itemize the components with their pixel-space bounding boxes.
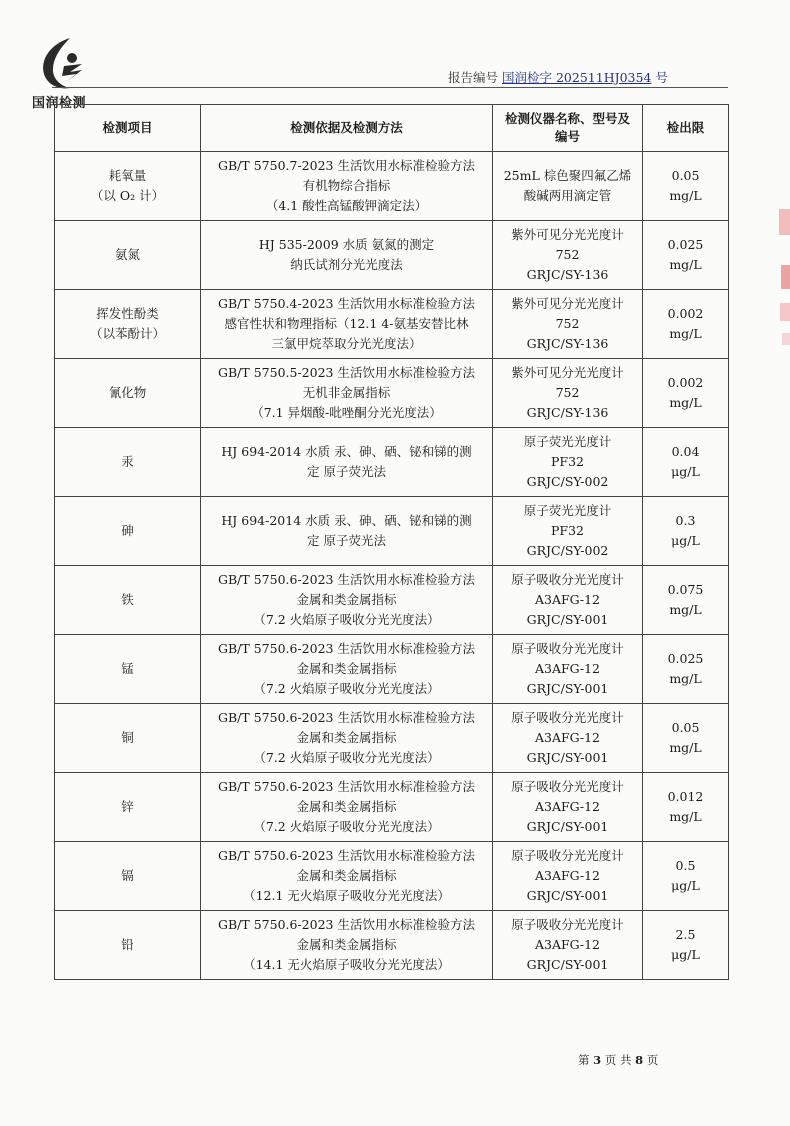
item-cell: [55, 152, 201, 221]
table-row: [55, 635, 729, 704]
cell-line: A3AFG-12: [534, 661, 601, 676]
table-row: [55, 911, 729, 980]
table-row: [55, 290, 729, 359]
cell-line: 0.002: [667, 375, 704, 390]
cell-line: 0.002: [667, 306, 704, 321]
limit-cell: [643, 635, 729, 704]
table-row: [55, 497, 729, 566]
cell-line: GRJC/SY-136: [526, 336, 609, 351]
instrument-cell: [493, 359, 643, 428]
item-cell: [55, 635, 201, 704]
cell-line: 752: [555, 316, 580, 331]
cell-line: GRJC/SY-136: [526, 405, 609, 420]
header-cell-limit: [643, 105, 729, 152]
method-cell: [201, 221, 493, 290]
cell-line: 金属和类金属指标: [296, 868, 397, 883]
cell-line: 0.04: [671, 444, 700, 459]
cell-line: A3AFG-12: [534, 799, 601, 814]
cell-line: A3AFG-12: [534, 730, 601, 745]
method-cell: [201, 359, 493, 428]
instrument-cell: [493, 773, 643, 842]
cell-line: HJ 535-2009 水质 氨氮的测定: [258, 237, 435, 252]
limit-cell: [643, 497, 729, 566]
cell-line: 检测依据及检测方法: [290, 120, 403, 135]
report-number-suffix: 号: [655, 70, 668, 85]
limit-cell: [643, 704, 729, 773]
cell-line: （14.1 无火焰原子吸收分光光度法）: [243, 957, 450, 972]
cell-line: mg/L: [669, 671, 702, 686]
cell-line: 锰: [121, 661, 134, 676]
cell-line: GRJC/SY-001: [526, 957, 609, 972]
cell-line: 铜: [121, 730, 134, 745]
limit-cell: [643, 359, 729, 428]
cell-line: GRJC/SY-001: [526, 612, 609, 627]
cell-line: 原子吸收分光光度计: [511, 779, 624, 794]
cell-line: 铁: [121, 592, 134, 607]
cell-line: mg/L: [669, 740, 702, 755]
method-cell: [201, 428, 493, 497]
cell-line: 编号: [554, 129, 580, 144]
cell-line: （7.2 火焰原子吸收分光光度法）: [253, 819, 440, 834]
cell-line: 原子吸收分光光度计: [511, 710, 624, 725]
page-middle: 页 共: [604, 1053, 632, 1067]
table-row: [55, 359, 729, 428]
instrument-cell: [493, 911, 643, 980]
cell-line: 0.025: [667, 237, 704, 252]
method-cell: [201, 842, 493, 911]
test-methods-table: [54, 104, 729, 980]
page-total: 8: [635, 1053, 644, 1067]
instrument-cell: [493, 497, 643, 566]
cell-line: A3AFG-12: [534, 592, 601, 607]
cell-line: 检测仪器名称、型号及: [504, 111, 630, 126]
cell-line: GB/T 5750.5-2023 生活饮用水标准检验方法: [218, 365, 475, 380]
limit-cell: [643, 566, 729, 635]
cell-line: μg/L: [671, 533, 700, 548]
cell-line: GB/T 5750.6-2023 生活饮用水标准检验方法: [218, 779, 475, 794]
seal-stamp-fragment: [774, 205, 790, 355]
limit-cell: [643, 911, 729, 980]
cell-line: 三氯甲烷萃取分光光度法）: [271, 336, 422, 351]
cell-line: GRJC/SY-002: [526, 474, 609, 489]
method-cell: [201, 704, 493, 773]
cell-line: 0.025: [667, 651, 704, 666]
cell-line: A3AFG-12: [534, 937, 601, 952]
cell-line: （7.1 异烟酸-吡唑酮分光光度法）: [251, 405, 442, 420]
item-cell: [55, 704, 201, 773]
item-cell: [55, 221, 201, 290]
instrument-cell: [493, 635, 643, 704]
table-header-row: [55, 105, 729, 152]
item-cell: [55, 566, 201, 635]
cell-line: 铅: [121, 937, 134, 952]
cell-line: 原子吸收分光光度计: [511, 848, 624, 863]
cell-line: 0.012: [667, 789, 704, 804]
cell-line: 金属和类金属指标: [296, 661, 397, 676]
method-cell: [201, 773, 493, 842]
table-row: [55, 221, 729, 290]
cell-line: 氨氮: [114, 247, 140, 262]
page-prefix: 第: [578, 1053, 590, 1067]
cell-line: mg/L: [669, 602, 702, 617]
cell-line: 定 原子荧光法: [307, 464, 386, 479]
page-indicator: [578, 1052, 658, 1068]
cell-line: GB/T 5750.4-2023 生活饮用水标准检验方法: [218, 296, 475, 311]
cell-line: GRJC/SY-001: [526, 681, 609, 696]
item-cell: [55, 911, 201, 980]
limit-cell: [643, 290, 729, 359]
cell-line: 酸碱两用滴定管: [523, 188, 612, 203]
instrument-cell: [493, 566, 643, 635]
limit-cell: [643, 221, 729, 290]
limit-cell: [643, 773, 729, 842]
instrument-cell: [493, 221, 643, 290]
cell-line: 紫外可见分光光度计: [511, 296, 624, 311]
cell-line: 有机物综合指标: [302, 178, 391, 193]
cell-line: GB/T 5750.6-2023 生活饮用水标准检验方法: [218, 641, 475, 656]
page-suffix: 页: [646, 1053, 659, 1067]
item-cell: [55, 497, 201, 566]
cell-line: 原子吸收分光光度计: [511, 641, 624, 656]
cell-line: （12.1 无火焰原子吸收分光光度法）: [243, 888, 450, 903]
cell-line: 汞: [121, 454, 134, 469]
cell-line: GB/T 5750.6-2023 生活饮用水标准检验方法: [218, 710, 475, 725]
instrument-cell: [493, 152, 643, 221]
cell-line: 0.05: [671, 720, 700, 735]
cell-line: 氰化物: [108, 385, 147, 400]
cell-line: 紫外可见分光光度计: [511, 365, 624, 380]
cell-line: GB/T 5750.6-2023 生活饮用水标准检验方法: [218, 848, 475, 863]
cell-line: 金属和类金属指标: [296, 592, 397, 607]
cell-line: mg/L: [669, 257, 702, 272]
report-number-value: 国润检字 202511HJ0354: [502, 70, 652, 85]
cell-line: 原子荧光光度计: [523, 434, 612, 449]
item-cell: [55, 359, 201, 428]
cell-line: 2.5: [675, 927, 696, 942]
cell-line: 0.5: [675, 858, 696, 873]
cell-line: 检出限: [666, 120, 705, 135]
instrument-cell: [493, 842, 643, 911]
cell-line: mg/L: [669, 188, 702, 203]
table-row: [55, 428, 729, 497]
cell-line: 耗氧量: [108, 168, 147, 183]
table-body: [55, 152, 729, 980]
cell-line: GB/T 5750.6-2023 生活饮用水标准检验方法: [218, 572, 475, 587]
cell-line: GRJC/SY-136: [526, 267, 609, 282]
method-cell: [201, 290, 493, 359]
item-cell: [55, 842, 201, 911]
item-cell: [55, 290, 201, 359]
limit-cell: [643, 152, 729, 221]
report-number-label: 报告编号: [448, 70, 499, 85]
page-number: 3: [593, 1053, 602, 1067]
cell-line: 原子荧光光度计: [523, 503, 612, 518]
limit-cell: [643, 428, 729, 497]
cell-line: GB/T 5750.6-2023 生活饮用水标准检验方法: [218, 917, 475, 932]
cell-line: mg/L: [669, 395, 702, 410]
cell-line: 原子吸收分光光度计: [511, 917, 624, 932]
table-row: [55, 842, 729, 911]
instrument-cell: [493, 428, 643, 497]
cell-line: μg/L: [671, 464, 700, 479]
cell-line: mg/L: [669, 809, 702, 824]
instrument-cell: [493, 290, 643, 359]
cell-line: 0.05: [671, 168, 700, 183]
cell-line: 紫外可见分光光度计: [511, 227, 624, 242]
cell-line: 752: [555, 247, 580, 262]
cell-line: 金属和类金属指标: [296, 730, 397, 745]
header-cell-instrument: [493, 105, 643, 152]
report-number: [448, 68, 668, 86]
table-row: [55, 704, 729, 773]
company-logo-icon: [36, 36, 96, 92]
cell-line: GRJC/SY-001: [526, 819, 609, 834]
item-cell: [55, 428, 201, 497]
method-cell: [201, 911, 493, 980]
cell-line: μg/L: [671, 947, 700, 962]
cell-line: （7.2 火焰原子吸收分光光度法）: [253, 681, 440, 696]
method-cell: [201, 566, 493, 635]
header-divider: [52, 87, 728, 88]
cell-line: （4.1 酸性高锰酸钾滴定法）: [265, 198, 428, 213]
cell-line: （7.2 火焰原子吸收分光光度法）: [253, 612, 440, 627]
limit-cell: [643, 842, 729, 911]
cell-line: 检测项目: [102, 120, 153, 135]
cell-line: 752: [555, 385, 580, 400]
cell-line: GRJC/SY-001: [526, 750, 609, 765]
cell-line: 挥发性酚类: [96, 306, 159, 321]
cell-line: 砷: [121, 523, 134, 538]
cell-line: 镉: [121, 868, 134, 883]
cell-line: PF32: [551, 454, 584, 469]
cell-line: GRJC/SY-002: [526, 543, 609, 558]
table-row: [55, 773, 729, 842]
header-cell-item: [55, 105, 201, 152]
cell-line: HJ 694-2014 水质 汞、砷、硒、铋和锑的测: [221, 513, 472, 528]
logo-text: 国润检测: [32, 96, 87, 111]
cell-line: A3AFG-12: [534, 868, 601, 883]
header-cell-method: [201, 105, 493, 152]
item-cell: [55, 773, 201, 842]
method-cell: [201, 152, 493, 221]
cell-line: GB/T 5750.7-2023 生活饮用水标准检验方法: [218, 158, 475, 173]
cell-line: 0.3: [675, 513, 696, 528]
cell-line: 金属和类金属指标: [296, 937, 397, 952]
cell-line: 定 原子荧光法: [307, 533, 386, 548]
cell-line: （以苯酚计）: [89, 326, 165, 341]
table-row: [55, 566, 729, 635]
cell-line: （7.2 火焰原子吸收分光光度法）: [253, 750, 440, 765]
cell-line: 无机非金属指标: [302, 385, 391, 400]
method-cell: [201, 497, 493, 566]
table-row: [55, 152, 729, 221]
cell-line: 25mL 棕色聚四氟乙烯: [503, 168, 632, 183]
method-cell: [201, 635, 493, 704]
cell-line: mg/L: [669, 326, 702, 341]
cell-line: 感官性状和物理指标（12.1 4-氨基安替比林: [224, 316, 469, 331]
cell-line: PF32: [551, 523, 584, 538]
cell-line: （以 O₂ 计）: [90, 188, 165, 203]
cell-line: 锌: [121, 799, 134, 814]
cell-line: 原子吸收分光光度计: [511, 572, 624, 587]
cell-line: 纳氏试剂分光光度法: [290, 257, 403, 272]
cell-line: 0.075: [667, 582, 704, 597]
instrument-cell: [493, 704, 643, 773]
cell-line: HJ 694-2014 水质 汞、砷、硒、铋和锑的测: [221, 444, 472, 459]
cell-line: μg/L: [671, 878, 700, 893]
cell-line: GRJC/SY-001: [526, 888, 609, 903]
cell-line: 金属和类金属指标: [296, 799, 397, 814]
